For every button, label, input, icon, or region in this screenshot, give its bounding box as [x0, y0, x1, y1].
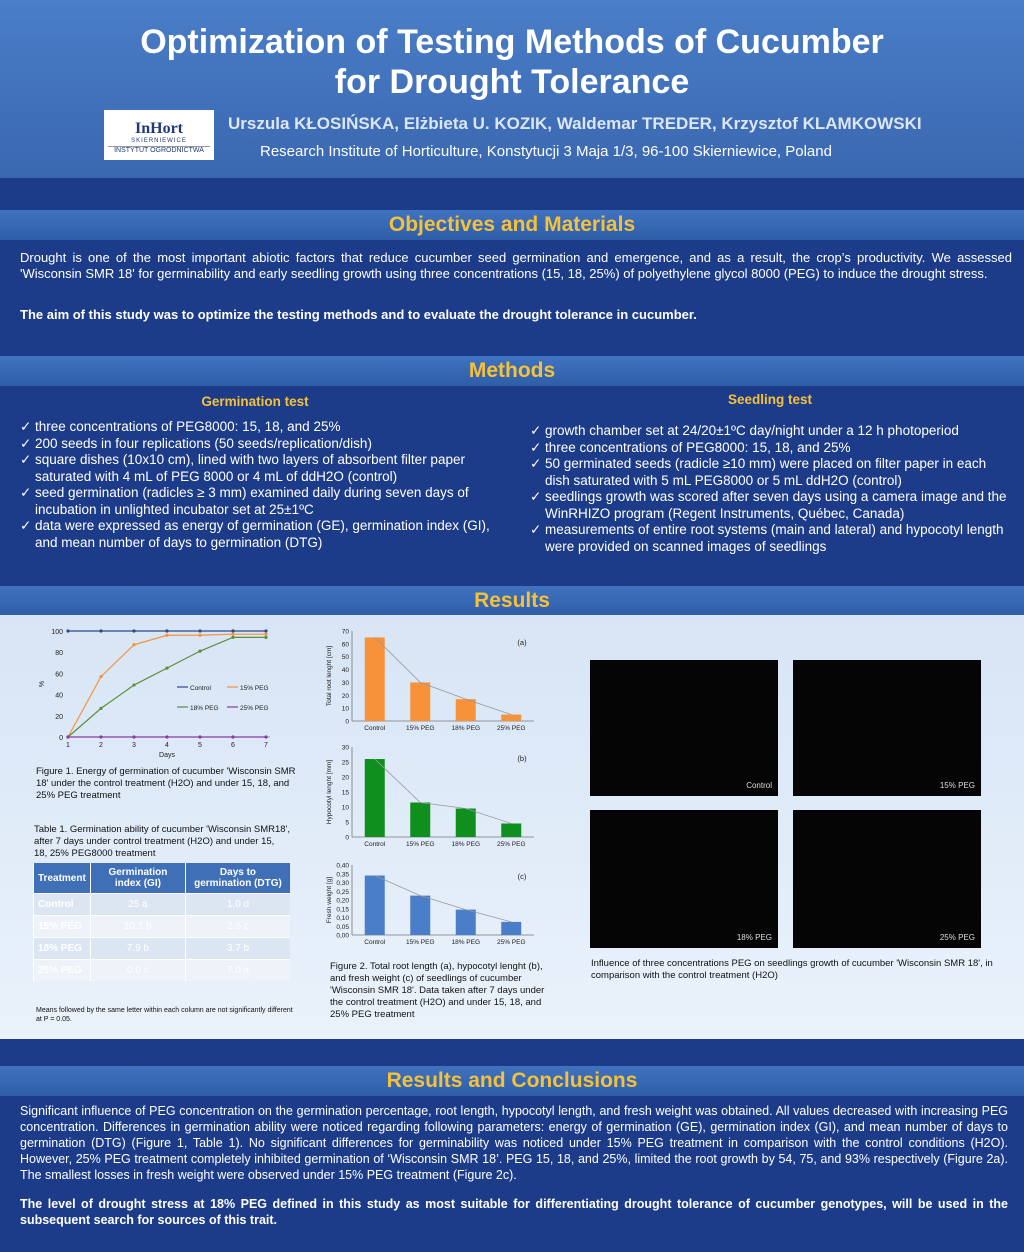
x-tick-label: 3: [132, 742, 136, 749]
data-point: [99, 707, 102, 710]
data-point: [165, 634, 168, 637]
conclusions-band: [0, 1066, 1024, 1096]
y-tick-label: 15: [341, 789, 349, 797]
data-point: [198, 634, 201, 637]
seedlings-photo-18-peg: 18% PEG: [590, 810, 778, 948]
panel-label: (b): [517, 754, 527, 763]
seedlings-photo-control: Control: [590, 660, 778, 796]
photo-caption: Influence of three concentrations PEG on seedlings growth of cucumber 'Wisconsin SMR 18', in comparison with the control treatment (H2O): [591, 958, 993, 981]
y-tick-label: 0,25: [336, 888, 349, 896]
legend-label: 15% PEG: [240, 685, 269, 692]
data-point: [132, 683, 135, 686]
trend-line: [375, 759, 512, 824]
data-point: [264, 629, 267, 632]
list-item: ✓ seed germination (radicles ≥ 3 mm) examined daily during seven days of incubation in unlighted incubator set at 25±1ºC: [20, 485, 492, 518]
x-tick-label: 2: [99, 742, 103, 749]
x-tick-label: 6: [231, 742, 235, 749]
seedling-test-title: Seedling test: [727, 392, 813, 407]
bar: [456, 910, 476, 935]
table-header: Germination index (GI): [90, 863, 185, 894]
panel-label: (a): [517, 638, 527, 647]
x-axis-label: Days: [159, 752, 175, 759]
y-axis-label: %: [39, 680, 46, 688]
bar: [410, 682, 430, 721]
bar: [410, 803, 430, 838]
objectives-text: Drought is one of the most important abiotic factors that reduce cucumber seed germination and emergence, and as a result, the crop’s productivity. We assessed 'Wisconsin SMR 18' for germinability and early seedling growth using three concentrations (15, 18, 25%) of polyethylene glycol 8000 (PEG) to induce the drought stress.: [20, 250, 1012, 281]
bar: [365, 876, 385, 936]
results-band: [0, 586, 1024, 616]
y-tick-label: 80: [55, 650, 63, 658]
seedlings-photo-15-peg: 15% PEG: [793, 660, 981, 796]
list-item: ✓ 50 germinated seeds (radicle ≥10 mm) were placed on filter paper in each dish saturated with 5 mL PEG8000 or 5 mL ddH2O (control): [530, 456, 1010, 489]
table-cell: 3.7 b: [185, 938, 290, 960]
y-axis-label: Total root lenght [cm]: [326, 645, 333, 707]
legend-label: 18% PEG: [190, 705, 219, 712]
y-tick-label: 0,20: [336, 897, 349, 905]
x-tick-label: Control: [364, 725, 386, 732]
legend-label: Control: [190, 685, 211, 692]
y-tick-label: 0,30: [336, 880, 349, 887]
list-item: ✓ three concentrations of PEG8000: 15, 18, and 25%: [530, 440, 1010, 457]
y-tick-label: 5: [345, 819, 349, 827]
x-tick-label: 25% PEG: [496, 841, 526, 848]
x-tick-label: 25% PEG: [496, 939, 526, 946]
series-line: [68, 634, 266, 737]
methods-band: [0, 356, 1024, 386]
table-cell: Control: [34, 894, 91, 916]
x-tick-label: 5: [198, 742, 202, 749]
data-point: [231, 735, 234, 738]
table-cell: 0.0 c: [90, 960, 185, 982]
y-tick-label: 40: [55, 692, 63, 700]
table-row: [34, 960, 291, 982]
bar: [501, 922, 521, 935]
data-point: [99, 675, 102, 678]
table1-note: Means followed by the same letter within each column are not significantly different at P = 0.05.: [36, 1007, 293, 1023]
data-point: [165, 667, 168, 670]
legend-label: 25% PEG: [240, 705, 269, 712]
y-tick-label: 0,00: [336, 932, 349, 940]
objectives-heading: Objectives and Materials: [388, 213, 636, 236]
y-tick-label: 0,10: [336, 915, 349, 922]
bar: [501, 715, 521, 721]
data-point: [66, 629, 69, 632]
table-row: [34, 916, 291, 938]
data-point: [231, 629, 234, 632]
figure2b-bar-chart: [322, 741, 542, 853]
x-tick-label: Control: [364, 841, 386, 848]
bar: [410, 896, 430, 935]
table-cell: 7.0 a: [185, 960, 290, 982]
germination-test-list: [20, 419, 492, 551]
y-tick-label: 0: [345, 718, 349, 726]
germination-test-title: Germination test: [201, 394, 309, 409]
x-tick-label: 4: [165, 742, 169, 749]
data-point: [264, 636, 267, 639]
y-tick-label: 10: [341, 804, 349, 812]
table-cell: 15% PEG: [34, 916, 91, 938]
y-tick-label: 10: [341, 705, 349, 713]
bar: [456, 809, 476, 838]
y-axis-label: Fresh weight [g]: [326, 876, 333, 924]
figure1-caption: Figure 1. Energy of germination of cucumber 'Wisconsin SMR 18' under the control treatment (H2O) and under 15, 18, and 25% PEG treatment: [36, 766, 296, 801]
poster-header: [0, 0, 1024, 178]
list-item: ✓ square dishes (10x10 cm), lined with two layers of absorbent filter paper saturated with 4 mL of PEG 8000 or 4 mL of ddH2O (control): [20, 452, 492, 485]
y-tick-label: 0,15: [336, 906, 349, 914]
table1-caption: Table 1. Germination ability of cucumber 'Wisconsin SMR18', after 7 days under control treatment (H2O) and under 15, 18, 25% PEG8000 treatment: [34, 824, 291, 859]
table-cell: 25% PEG: [34, 960, 91, 982]
affiliation: Research Institute of Horticulture, Konstytucji 3 Maja 1/3, 96-100 Skierniewice, Poland: [260, 143, 832, 160]
table-cell: 10.1 b: [90, 916, 185, 938]
y-tick-label: 25: [341, 759, 349, 767]
conclusions-final: The level of drought stress at 18% PEG defined in this study as most suitable for differentiating drought tolerance of cucumber genotypes, will be used in the subsequent search for sources of this trait.: [20, 1197, 1008, 1227]
y-tick-label: 30: [341, 744, 349, 752]
data-point: [132, 643, 135, 646]
y-tick-label: 60: [55, 671, 63, 679]
data-point: [66, 735, 69, 738]
authors: Urszula KŁOSIŃSKA, Elżbieta U. KOZIK, Waldemar TREDER, Krzysztof KLAMKOWSKI: [228, 114, 922, 133]
y-tick-label: 30: [341, 679, 349, 687]
table-cell: 2.5 c: [185, 916, 290, 938]
y-tick-label: 40: [341, 667, 349, 675]
list-item: ✓ 200 seeds in four replications (50 seeds/replication/dish): [20, 436, 492, 453]
y-tick-label: 20: [341, 692, 349, 700]
data-point: [264, 633, 267, 636]
data-point: [165, 735, 168, 738]
bar: [456, 699, 476, 721]
data-point: [198, 735, 201, 738]
x-tick-label: 15% PEG: [405, 725, 435, 732]
list-item: ✓ seedlings growth was scored after seven days using a camera image and the WinRHIZO program (Regent Instruments, Québec, Canada): [530, 489, 1010, 522]
figure2c-bar-chart: [322, 859, 542, 951]
list-item: ✓ measurements of entire root systems (main and lateral) and hypocotyl length were provided on scanned images of seedlings: [530, 522, 1010, 555]
seedling-test-list: [530, 423, 1010, 555]
bar: [501, 824, 521, 838]
inhort-logo: InHort SKIERNIEWICE INSTYTUT OGRODNICTWA: [104, 110, 214, 160]
table1: [33, 863, 290, 981]
figure1-line-chart: [36, 625, 296, 760]
x-tick-label: Control: [364, 939, 386, 946]
y-tick-label: 20: [55, 713, 63, 721]
conclusions-heading: Results and Conclusions: [386, 1069, 638, 1092]
y-tick-label: 70: [341, 628, 349, 636]
data-point: [132, 629, 135, 632]
table-row: [34, 938, 291, 960]
data-point: [198, 629, 201, 632]
table-cell: 18% PEG: [34, 938, 91, 960]
x-tick-label: 15% PEG: [405, 841, 435, 848]
table-row: [34, 894, 291, 916]
methods-heading: Methods: [468, 359, 556, 382]
table-header: Treatment: [34, 863, 91, 894]
figure2a-bar-chart: [322, 625, 542, 737]
table-header: Days to germination (DTG): [185, 863, 290, 894]
y-tick-label: 0,05: [336, 923, 349, 931]
panel-label: (c): [517, 872, 527, 881]
data-point: [231, 633, 234, 636]
y-tick-label: 0,40: [336, 862, 349, 870]
data-point: [198, 650, 201, 653]
y-tick-label: 50: [341, 654, 349, 662]
list-item: ✓ growth chamber set at 24/20±1ºC day/night under a 12 h photoperiod: [530, 423, 1010, 440]
list-item: ✓ three concentrations of PEG8000: 15, 18, and 25%: [20, 419, 492, 436]
conclusions-text: Significant influence of PEG concentration on the germination percentage, root length, hypocotyl length, and fresh weight was obtained. All values decreased with increasing PEG concentration. Differences in germination ability were noticed regarding following parameters: energy of germination (GE), germination index (GI), and mean number of days to germination (DTG) (Figure 1, Table 1). No significant differences for germinability was noticed under 15% PEG treatment in comparison with the control conditions (H2O). However, 25% PEG treatment completely inhibited germination of ‘Wisconsin SMR 18’. PEG 15, 18, and 25%, limited the root growth by 54, 75, and 93% respectively (Figure 2a). The smallest losses in fresh weight were observed under 15% PEG treatment (Figure 2c).: [20, 1104, 1008, 1182]
data-point: [165, 629, 168, 632]
x-tick-label: 18% PEG: [451, 841, 481, 848]
x-tick-label: 15% PEG: [405, 939, 435, 946]
x-tick-label: 18% PEG: [451, 939, 481, 946]
poster-title: Optimization of Testing Methods of Cucumber for Drought Tolerance: [140, 23, 884, 101]
x-tick-label: 7: [264, 742, 268, 749]
data-point: [99, 629, 102, 632]
y-tick-label: 60: [341, 641, 349, 649]
trend-line: [375, 876, 512, 922]
objectives-aim: The aim of this study was to optimize the testing methods and to evaluate the drought tolerance in cucumber.: [20, 307, 697, 322]
table-cell: 25 a: [90, 894, 185, 916]
y-tick-label: 0,35: [336, 871, 349, 879]
data-point: [99, 735, 102, 738]
y-axis-label: Hypocotyl lenght [mm]: [326, 759, 333, 825]
figure2-caption: Figure 2. Total root length (a), hypocotyl lenght (b), and fresh weight (c) of seedlings of cucumber 'Wisconsin SMR 18'. Data taken after 7 days under the control treatment (H2O) and under 15, 18, and 25% PEG treatment: [330, 961, 545, 1020]
x-tick-label: 1: [66, 742, 70, 749]
table-cell: 1.0 d: [185, 894, 290, 916]
results-heading: Results: [474, 589, 550, 612]
y-tick-label: 20: [341, 774, 349, 782]
y-tick-label: 0: [59, 735, 63, 742]
bar: [365, 637, 385, 721]
list-item: ✓ data were expressed as energy of germination (GE), germination index (GI), and mean number of days to germination (DTG): [20, 518, 492, 551]
x-tick-label: 18% PEG: [451, 725, 481, 732]
seedlings-photo-25-peg: 25% PEG: [793, 810, 981, 948]
table-cell: 7.9 b: [90, 938, 185, 960]
data-point: [231, 636, 234, 639]
objectives-band: [0, 210, 1024, 240]
data-point: [264, 735, 267, 738]
y-tick-label: 100: [51, 629, 63, 636]
y-tick-label: 0: [345, 834, 349, 842]
data-point: [132, 735, 135, 738]
bar: [365, 759, 385, 837]
x-tick-label: 25% PEG: [496, 725, 526, 732]
trend-line: [375, 637, 512, 714]
